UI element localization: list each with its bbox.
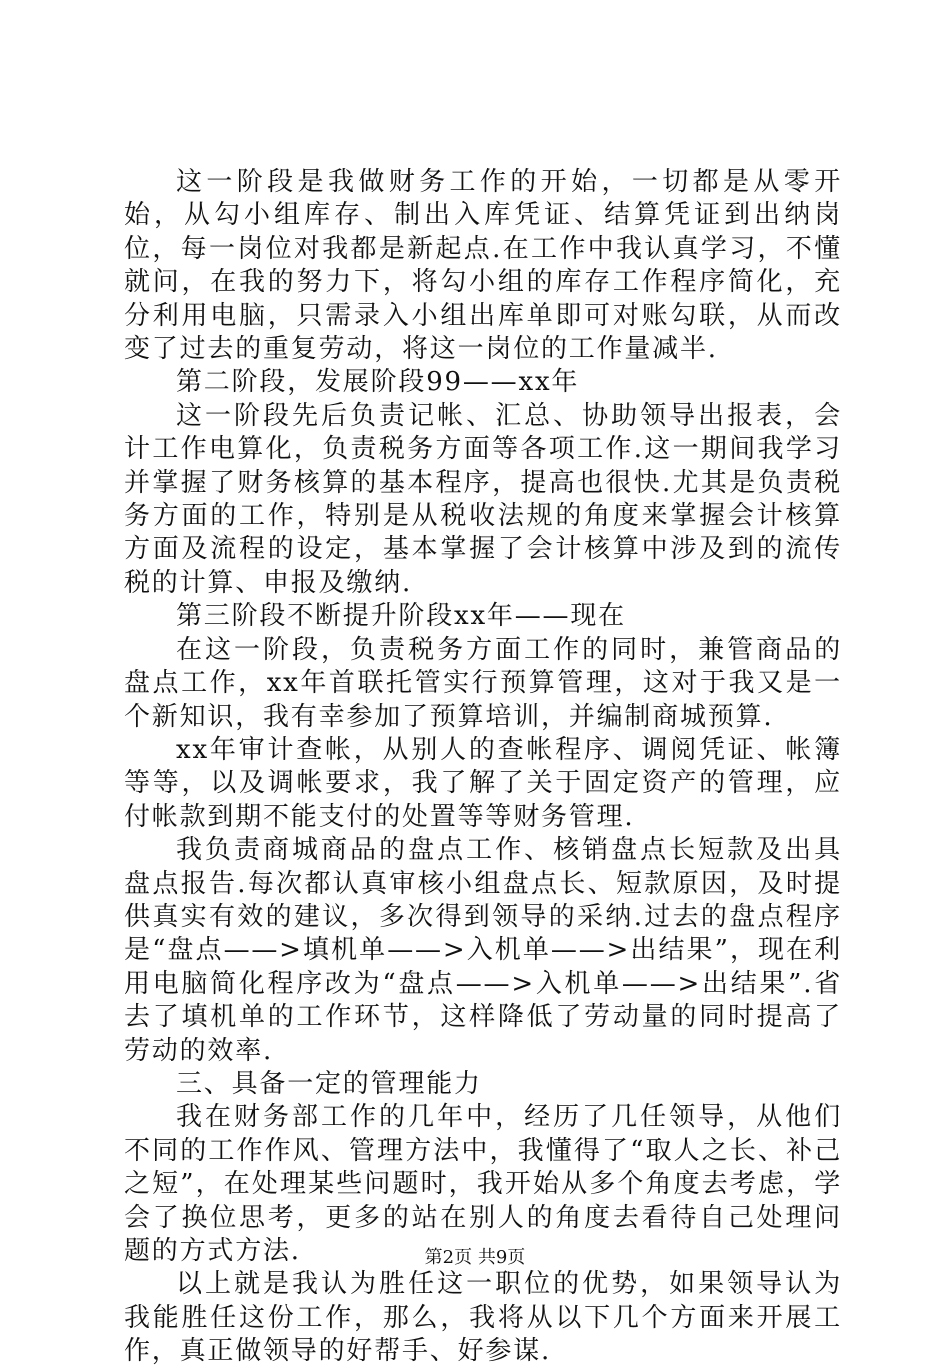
paragraph: 这一阶段先后负责记帐、汇总、协助领导出报表，会计工作电算化，负责税务方面等各项工作.这一期间我学习并掌握了财务核算的基本程序，提高也很快.尤其是负责税务方面的工作，特别是从税收法规的角度来掌握会计核算方面及流程的设定，基本掌握了会计核算中涉及到的流传税的计算、申报及缴纳. <box>124 400 842 598</box>
page-footer: 第2页 共9页 <box>424 1247 526 1268</box>
paragraph: 在这一阶段，负责税务方面工作的同时，兼管商品的盘点工作，xx年首联托管实行预算管理，这对于我又是一个新知识，我有幸参加了预算培训，并编制商城预算. <box>124 634 842 732</box>
paragraph: 我负责商城商品的盘点工作、核销盘点长短款及出具盘点报告.每次都认真审核小组盘点长、短款原因，及时提供真实有效的建议，多次得到领导的采纳.过去的盘点程序是“盘点——>填机单——>入机单——>出结果”，现在利用电脑简化程序改为“盘点——>入机单——>出结果”.省去了填机单的工作环节，这样降低了劳动量的同时提高了劳动的效率. <box>124 835 842 1066</box>
section-heading: 三、具备一定的管理能力 <box>176 1068 482 1099</box>
paragraph: 我在财务部工作的几年中，经历了几任领导，从他们不同的工作作风、管理方法中，我懂得了“取人之长、补己之短”，在处理某些问题时，我开始从多个角度去考虑，学会了换位思考，更多的站在别人的角度去看待自己处理问题的方式方法. <box>124 1102 842 1266</box>
paragraph: xx年审计查帐，从别人的查帐程序、调阅凭证、帐簿等等，以及调帐要求，我了解了关于固定资产的管理，应付帐款到期不能支付的处置等等财务管理. <box>124 734 842 832</box>
section-heading: 第二阶段，发展阶段99——xx年 <box>176 367 580 398</box>
paragraph: 以上就是我认为胜任这一职位的优势，如果领导认为我能胜任这份工作，那么，我将从以下几个方面来开展工作，真正做领导的好帮手、好参谋. <box>124 1269 842 1367</box>
paragraph: 这一阶段是我做财务工作的开始，一切都是从零开始，从勾小组库存、制出入库凭证、结算凭证到出纳岗位，每一岗位对我都是新起点.在工作中我认真学习，不懂就问，在我的努力下，将勾小组的库存工作程序简化，充分利用电脑，只需录入小组出库单即可对账勾联，从而改变了过去的重复劳动，将这一岗位的工作量减半. <box>124 167 842 365</box>
document-body <box>124 166 842 1369</box>
section-heading: 第三阶段不断提升阶段xx年——现在 <box>176 601 626 632</box>
